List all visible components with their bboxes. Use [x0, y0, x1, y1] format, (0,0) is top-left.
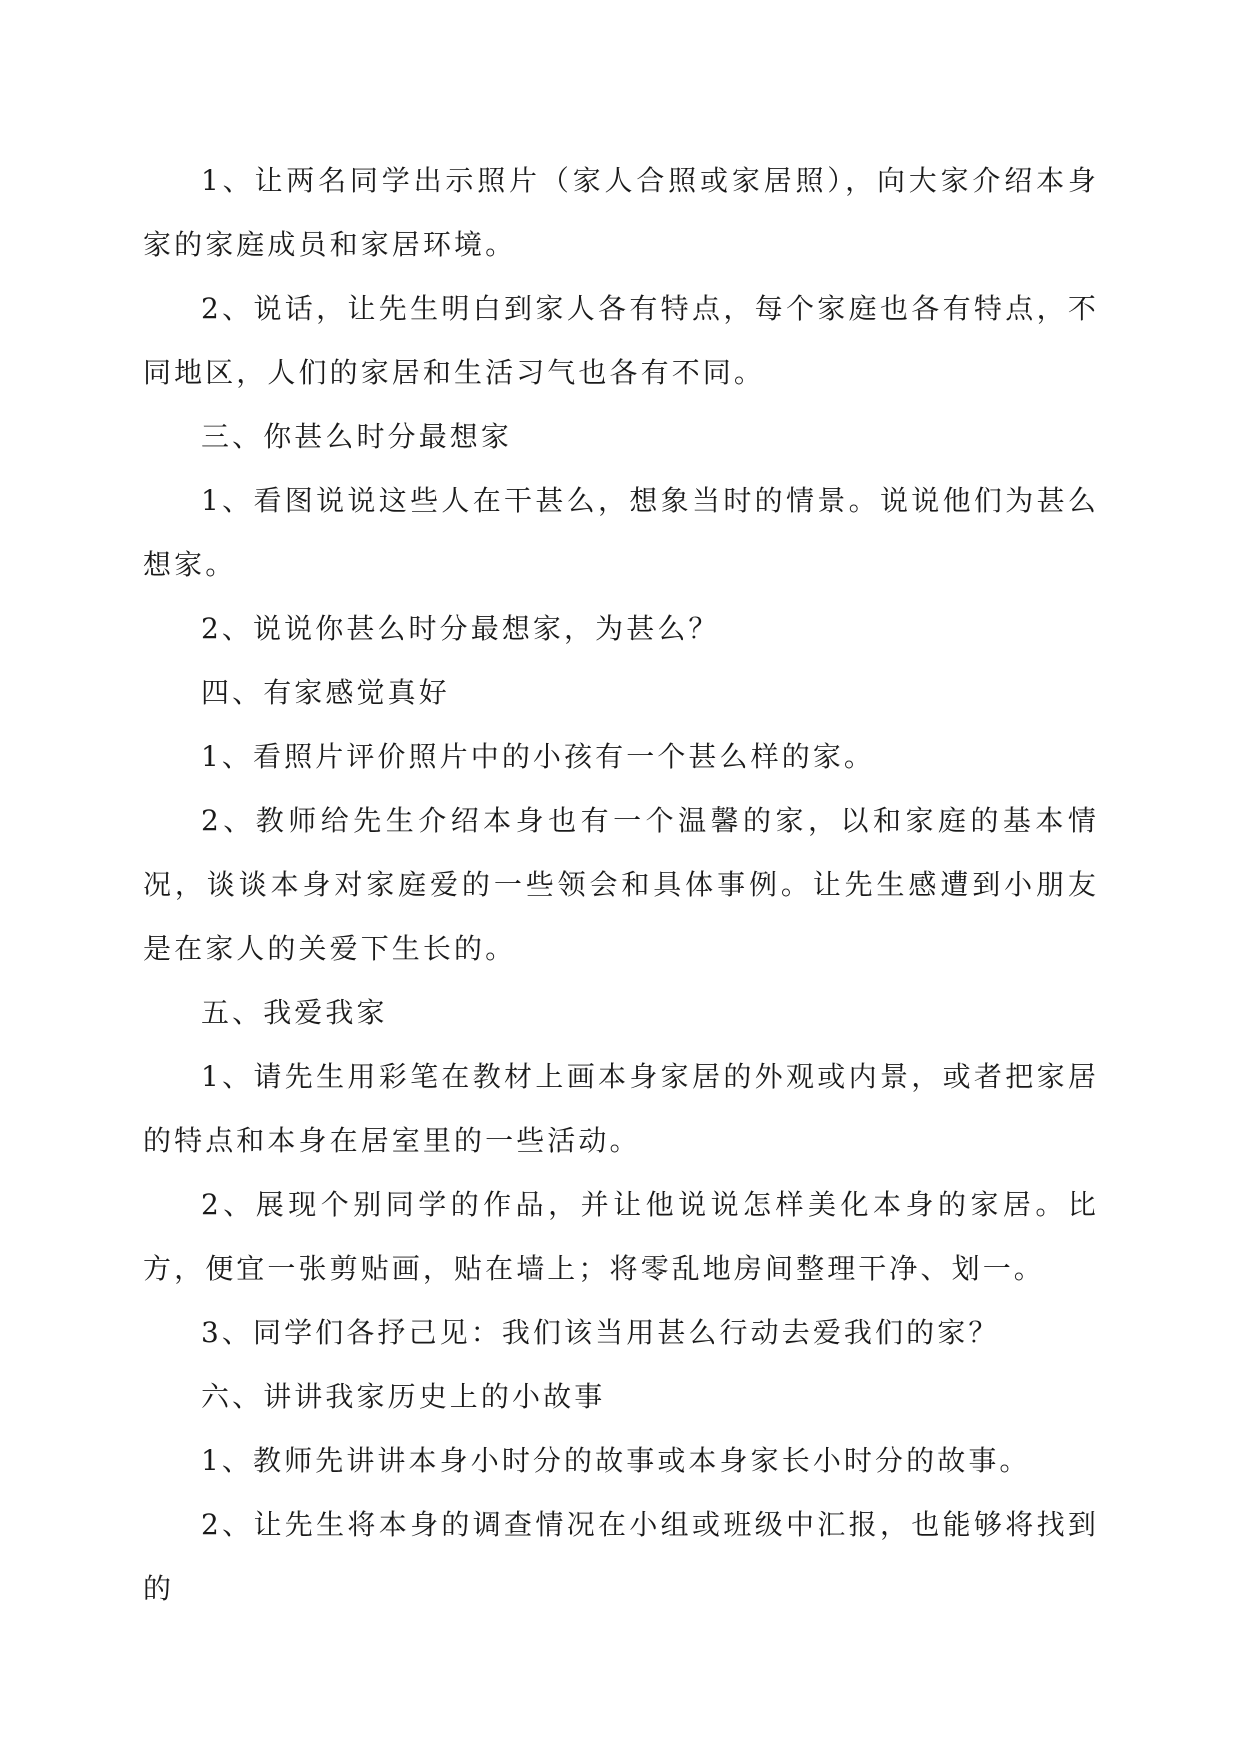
paragraph: 2、说说你甚么时分最想家，为甚么？	[201, 612, 720, 645]
section-heading: 四、有家感觉真好	[201, 676, 450, 709]
paragraph: 2、展现个别同学的作品，并让他说说怎样美化本身的家居。比方，便宜一张剪贴画，贴在墙上；将零乱地房间整理干净、划一。	[143, 1188, 1099, 1285]
paragraph: 2、教师给先生介绍本身也有一个温馨的家，以和家庭的基本情况，谈谈本身对家庭爱的一些领会和具体事例。让先生感遭到小朋友是在家人的关爱下生长的。	[143, 804, 1099, 965]
paragraph: 1、让两名同学出示照片（家人合照或家居照），向大家介绍本身家的家庭成员和家居环境。	[143, 164, 1099, 261]
paragraph: 1、看图说说这些人在干甚么，想象当时的情景。说说他们为甚么想家。	[143, 484, 1099, 581]
section-heading: 五、我爱我家	[201, 996, 388, 1029]
paragraph: 1、请先生用彩笔在教材上画本身家居的外观或内景，或者把家居的特点和本身在居室里的一些活动。	[143, 1060, 1099, 1157]
paragraph: 2、让先生将本身的调查情况在小组或班级中汇报，也能够将找到的	[143, 1508, 1099, 1605]
paragraph: 3、同学们各抒己见：我们该当用甚么行动去爱我们的家？	[201, 1316, 1000, 1349]
paragraph: 2、说话，让先生明白到家人各有特点，每个家庭也各有特点，不同地区，人们的家居和生活习气也各有不同。	[143, 292, 1099, 389]
section-heading: 六、讲讲我家历史上的小故事	[201, 1380, 606, 1413]
paragraph: 1、教师先讲讲本身小时分的故事或本身家长小时分的故事。	[201, 1444, 1031, 1477]
paragraph: 1、看照片评价照片中的小孩有一个甚么样的家。	[201, 740, 876, 773]
document-page	[143, 149, 1099, 1621]
section-heading: 三、你甚么时分最想家	[201, 420, 513, 453]
